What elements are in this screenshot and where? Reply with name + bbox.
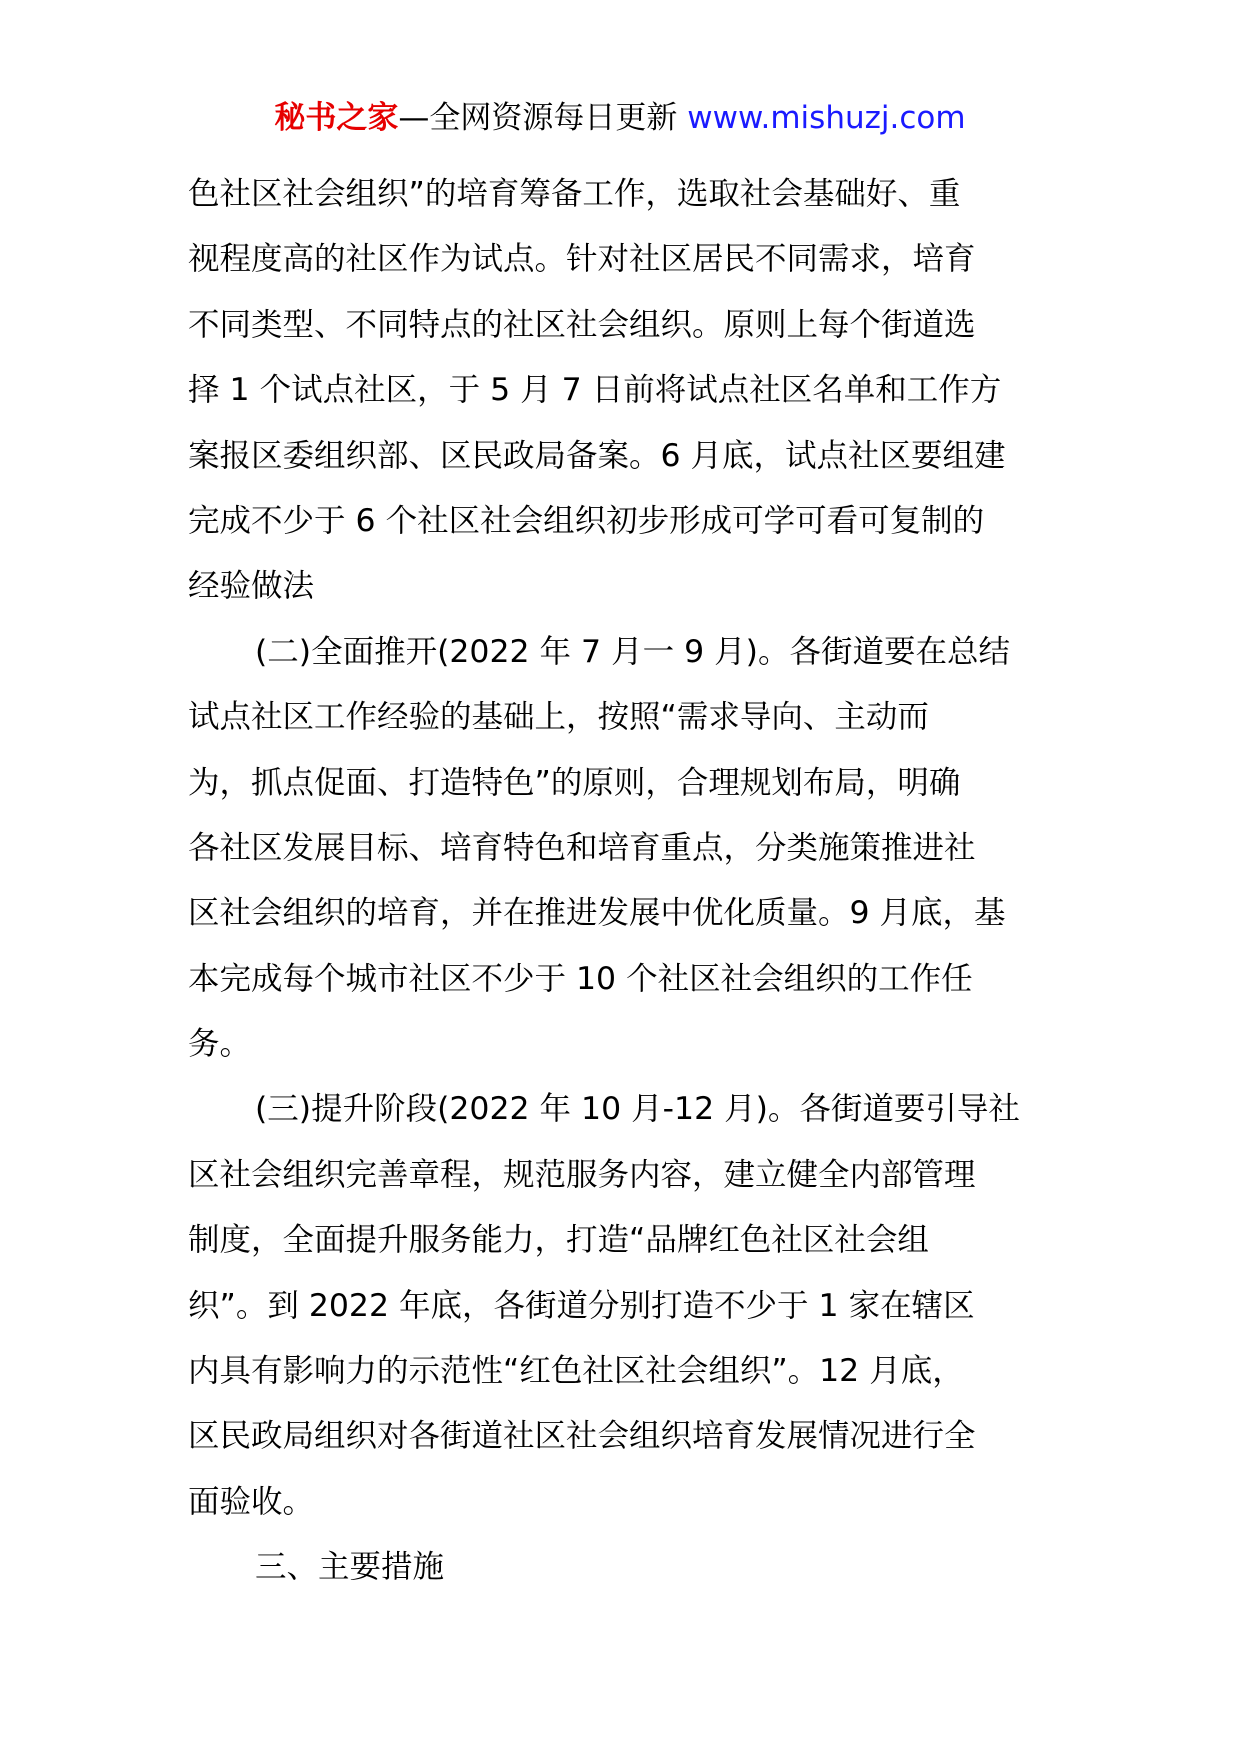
text-line: 三、主要措施 <box>255 1549 445 1586</box>
text-line: 视程度高的社区作为试点。针对社区居民不同需求，培育 <box>188 241 976 278</box>
text-line: (二)全面推开(2022 年 7 月一 9 月)。各街道要在总结 <box>255 633 1010 670</box>
text-line: 区社会组织的培育，并在推进发展中优化质量。9 月底，基 <box>188 895 1006 932</box>
header-tagline: —全网资源每日更新 <box>398 100 678 136</box>
text-line: 择 1 个试点社区，于 5 月 7 日前将试点社区名单和工作方 <box>188 372 1002 409</box>
text-line: 各社区发展目标、培育特色和培育重点，分类施策推进社 <box>188 829 976 866</box>
site-header <box>0 98 1240 138</box>
text-line: 区民政局组织对各街道社区社会组织培育发展情况进行全 <box>188 1418 976 1455</box>
text-line: 区社会组织完善章程，规范服务内容，建立健全内部管理 <box>188 1156 976 1193</box>
text-line: (三)提升阶段(2022 年 10 月-12 月)。各街道要引导社 <box>255 1091 1020 1128</box>
brand-name: 秘书之家 <box>274 100 399 136</box>
text-line: 本完成每个城市社区不少于 10 个社区社会组织的工作任 <box>188 960 973 997</box>
text-line: 为，抓点促面、打造特色”的原则，合理规划布局，明确 <box>188 764 961 801</box>
text-line: 色社区社会组织”的培育筹备工作，选取社会基础好、重 <box>188 176 961 212</box>
text-line: 务。 <box>188 1026 252 1063</box>
text-line: 完成不少于 6 个社区社会组织初步形成可学可看可复制的 <box>188 502 985 539</box>
text-line: 制度，全面提升服务能力，打造“品牌红色社区社会组 <box>188 1222 929 1259</box>
text-line: 织”。到 2022 年底，各街道分别打造不少于 1 家在辖区 <box>188 1287 975 1324</box>
text-line: 内具有影响力的示范性“红色社区社会组织”。12 月底， <box>188 1353 964 1390</box>
text-line: 面验收。 <box>188 1483 315 1520</box>
text-line: 案报区委组织部、区民政局备案。6 月底，试点社区要组建 <box>188 437 1006 474</box>
site-url-link[interactable]: www.mishuzj.com <box>687 100 966 136</box>
text-line: 不同类型、不同特点的社区社会组织。原则上每个街道选 <box>188 306 976 343</box>
document-body <box>188 162 1058 1601</box>
text-line: 经验做法 <box>188 568 315 605</box>
text-line: 试点社区工作经验的基础上，按照“需求导向、主动而 <box>188 699 929 736</box>
